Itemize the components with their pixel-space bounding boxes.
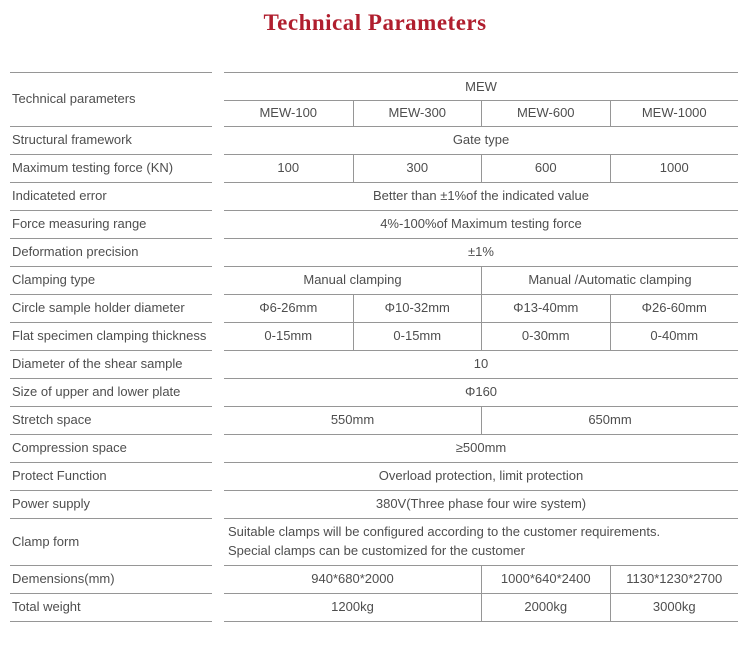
value-cell: 380V(Three phase four wire system)	[375, 496, 587, 512]
column-gap	[212, 463, 224, 491]
row-label: Demensions(mm)	[10, 566, 212, 594]
value-cell: ±1%	[468, 244, 494, 260]
column-gap	[212, 594, 224, 622]
value-cell: 1130*1230*2700	[610, 566, 739, 593]
column-gap	[212, 566, 224, 594]
column-gap	[212, 183, 224, 211]
row-label: Force measuring range	[10, 211, 212, 239]
value-cell: 600	[481, 155, 610, 182]
value-cell: Overload protection, limit protection	[378, 468, 584, 484]
table-row	[10, 566, 738, 594]
value-cell: Gate type	[452, 132, 510, 148]
table-row	[10, 239, 738, 267]
table-row	[10, 594, 738, 622]
table-row	[10, 183, 738, 211]
page-title: Technical Parameters	[263, 10, 487, 35]
row-label: Flat specimen clamping thickness	[10, 323, 212, 351]
value-cell: 1000*640*2400	[481, 566, 610, 593]
page	[0, 10, 750, 646]
model-header-cell: MEW-300	[353, 101, 482, 126]
clamp-form-line-2: Special clamps can be customized for the customer	[228, 543, 525, 558]
table-row	[10, 155, 738, 183]
column-gap	[212, 407, 224, 435]
value-cell: 0-15mm	[353, 323, 482, 350]
column-gap	[212, 155, 224, 183]
column-gap	[212, 72, 224, 127]
row-label: Maximum testing force (KN)	[10, 155, 212, 183]
value-cell: ≥500mm	[455, 440, 507, 456]
table-row	[10, 407, 738, 435]
column-gap	[212, 239, 224, 267]
column-gap	[212, 323, 224, 351]
value-cell: 550mm	[330, 412, 375, 428]
value-cell: Manual clamping	[303, 272, 402, 288]
value-cell: Φ26-60mm	[610, 295, 739, 322]
column-gap	[212, 491, 224, 519]
model-header-cell: MEW-1000	[610, 101, 739, 126]
table-row	[10, 323, 738, 351]
table-row	[10, 491, 738, 519]
table-header-row	[10, 72, 738, 127]
value-cell	[224, 519, 738, 565]
value-cell: 0-40mm	[610, 323, 739, 350]
series-header: MEW	[224, 73, 738, 101]
table-row	[10, 295, 738, 323]
value-cell: 4%-100%of Maximum testing force	[380, 216, 582, 232]
value-cell: 940*680*2000	[311, 571, 394, 587]
value-cell: 2000kg	[481, 594, 610, 621]
row-label: Clamping type	[10, 267, 212, 295]
model-header-row	[224, 101, 738, 126]
value-cell: 3000kg	[610, 594, 739, 621]
column-gap	[212, 519, 224, 566]
table-row	[10, 463, 738, 491]
column-gap	[212, 379, 224, 407]
row-label: Structural framework	[10, 127, 212, 155]
value-cell: 0-30mm	[481, 323, 610, 350]
value-cell: Better than ±1%of the indicated value	[373, 188, 589, 204]
value-cell: Manual /Automatic clamping	[481, 267, 738, 294]
column-gap	[212, 127, 224, 155]
value-cell: 0-15mm	[264, 328, 313, 344]
table-row	[10, 351, 738, 379]
value-cell: 10	[473, 356, 489, 372]
corner-label: Technical parameters	[10, 72, 212, 127]
value-cell: Φ13-40mm	[481, 295, 610, 322]
row-label: Compression space	[10, 435, 212, 463]
value-cell: Φ160	[464, 384, 498, 400]
table-row	[10, 127, 738, 155]
value-cell: 1200kg	[331, 599, 374, 615]
value-cell: Φ10-32mm	[353, 295, 482, 322]
row-label: Total weight	[10, 594, 212, 622]
value-cell: 650mm	[481, 407, 738, 434]
row-label: Clamp form	[10, 519, 212, 566]
model-header-cell: MEW-600	[481, 101, 610, 126]
row-label: Stretch space	[10, 407, 212, 435]
header-data	[224, 72, 738, 127]
spec-table	[10, 72, 738, 622]
row-label: Size of upper and lower plate	[10, 379, 212, 407]
value-cell: Φ6-26mm	[259, 300, 318, 316]
value-cell: 300	[353, 155, 482, 182]
column-gap	[212, 267, 224, 295]
model-header-cell: MEW-100	[259, 105, 318, 121]
row-label: Deformation precision	[10, 239, 212, 267]
row-label: Protect Function	[10, 463, 212, 491]
row-label: Power supply	[10, 491, 212, 519]
value-cell: 100	[277, 160, 300, 176]
row-label: Circle sample holder diameter	[10, 295, 212, 323]
row-label: Indicateted error	[10, 183, 212, 211]
column-gap	[212, 435, 224, 463]
table-row	[10, 435, 738, 463]
column-gap	[212, 211, 224, 239]
clamp-form-line-1: Suitable clamps will be configured according to the customer requirements.	[228, 524, 661, 540]
column-gap	[212, 295, 224, 323]
table-row	[10, 267, 738, 295]
table-row	[10, 519, 738, 566]
row-label: Diameter of the shear sample	[10, 351, 212, 379]
column-gap	[212, 351, 224, 379]
value-cell: 1000	[610, 155, 739, 182]
table-row	[10, 211, 738, 239]
table-row	[10, 379, 738, 407]
